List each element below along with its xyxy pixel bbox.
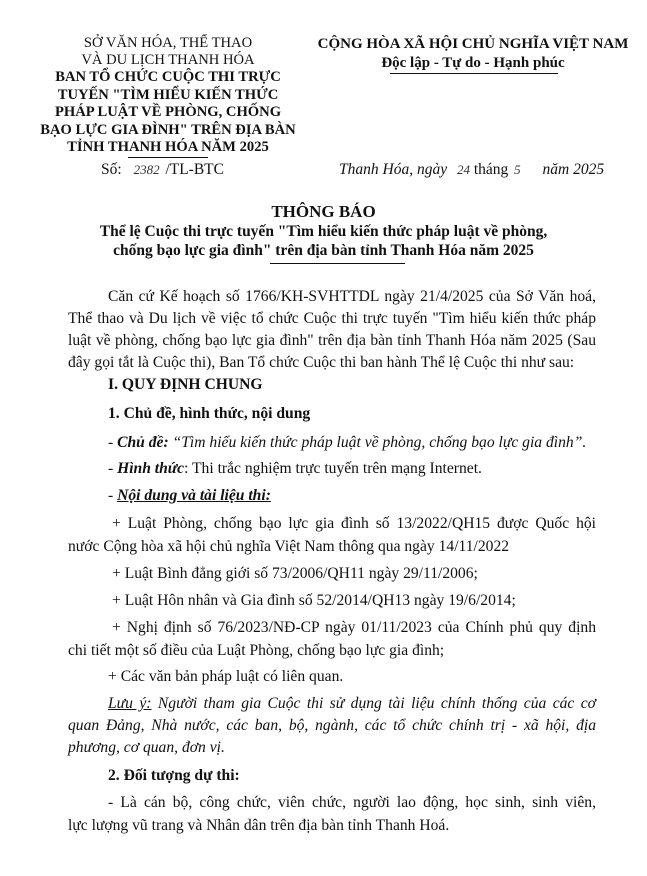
material-item-1-line-1: + Luật Phòng, chống bạo lực gia đình số 13/2022/QH15 được Quốc hội	[112, 515, 596, 532]
theme-value: “Tìm hiểu kiến thức pháp luật về phòng, chống bạo lực gia đình”.	[168, 434, 587, 451]
committee-underline	[128, 157, 208, 158]
intro-line-4: đây gọi tắt là Cuộc thi), Ban Tổ chức Cuộc thi ban hành Thể lệ Cuộc thi như sau:	[68, 354, 575, 371]
subtitle-line-2: chống bạo lực gia đình" trên địa bàn tỉnh Thanh Hóa năm 2025	[113, 242, 534, 259]
committee-line-1: BAN TỔ CHỨC CUỘC THI TRỰC	[55, 69, 281, 85]
note-text-1: Người tham gia Cuộc thi sử dụng tài liệu chính thống của các cơ	[151, 695, 596, 712]
material-item-2: + Luật Bình đẳng giới số 73/2006/QH11 ngày 29/11/2006;	[112, 565, 478, 582]
content-heading	[108, 485, 271, 507]
format-dash: -	[108, 460, 118, 477]
format-label: Hình thức	[117, 460, 185, 477]
number-value: 2382	[133, 162, 160, 177]
intro-line-2: Thể thao và Du lịch về việc tổ chức Cuộc thi trực tuyến "Tìm hiểu kiến thức pháp	[68, 310, 596, 327]
committee-line-3: PHÁP LUẬT VỀ PHÒNG, CHỐNG	[54, 104, 282, 120]
material-item-4	[68, 617, 596, 662]
title-underline	[270, 263, 405, 264]
material-item-4-line-1: + Nghị định số 76/2023/NĐ-CP ngày 01/11/2023 của Chính phủ quy định	[112, 619, 596, 636]
committee-line-4: BẠO LỰC GIA ĐÌNH" TRÊN ĐỊA BÀN	[40, 121, 296, 138]
national-motto: Độc lập - Tự do - Hạnh phúc	[381, 55, 565, 71]
document-number	[101, 161, 224, 179]
format-line	[108, 458, 482, 480]
subsection-2-heading: 2. Đối tượng dự thi:	[108, 767, 240, 784]
intro-line-3: luật về phòng, chống bạo lực gia đình" trên địa bàn tỉnh Thanh Hóa năm 2025 (Sau	[68, 332, 596, 349]
subtitle-line-1: Thể lệ Cuộc thi trực tuyến "Tìm hiểu kiến thức pháp luật về phòng,	[99, 223, 548, 240]
nation-name: CỘNG HÒA XÃ HỘI CHỦ NGHĨA VIỆT NAM	[317, 36, 629, 52]
date-line	[339, 161, 604, 179]
national-title	[307, 35, 639, 73]
issuing-agency	[38, 35, 298, 69]
date-prefix: Thanh Hóa, ngày	[339, 161, 448, 178]
content-label: Nội dung và tài liệu thi:	[117, 487, 271, 504]
committee-line-5: TỈNH THANH HÓA NĂM 2025	[67, 139, 269, 155]
motto-underline	[390, 73, 558, 74]
material-item-1	[68, 513, 596, 558]
note-line-1	[68, 693, 596, 715]
eligibility-line-1: - Là cán bộ, công chức, viên chức, người lao động, học sinh, sinh viên,	[108, 794, 596, 811]
organizing-committee	[38, 69, 298, 157]
format-value: : Thi trắc nghiệm trực tuyến trên mạng Internet.	[184, 460, 482, 477]
intro-paragraph-cont	[68, 308, 596, 374]
material-item-1-line-2: nước Cộng hòa xã hội chủ nghĩa Việt Nam thông qua ngày 14/11/2022	[68, 538, 510, 555]
committee-line-2: TUYẾN "TÌM HIỂU KIẾN THỨC	[57, 86, 279, 103]
number-label: Số:	[101, 161, 122, 178]
material-item-5: + Các văn bản pháp luật có liên quan.	[108, 668, 344, 685]
subsection-1-heading: 1. Chủ đề, hình thức, nội dung	[108, 405, 311, 422]
number-suffix: /TL-BTC	[165, 161, 224, 178]
note-line-3: phương, cơ quan, đơn vị.	[68, 739, 225, 756]
month-label: tháng	[473, 161, 509, 178]
eligibility-line-2: lực lượng vũ trang và Nhân dân trên địa bàn tỉnh Thanh Hoá.	[68, 817, 450, 834]
theme-label: Chủ đề:	[117, 434, 169, 451]
agency-line-2: VÀ DU LỊCH THANH HÓA	[81, 52, 255, 68]
theme-dash: -	[108, 434, 118, 451]
section-heading: I. QUY ĐỊNH CHUNG	[108, 376, 263, 393]
intro-line-1: Căn cứ Kế hoạch số 1766/KH-SVHTTDL ngày 21/4/2025 của Sở Văn hoá,	[108, 288, 596, 305]
date-year: năm 2025	[542, 161, 605, 178]
note-label: Lưu ý:	[108, 695, 152, 712]
date-month: 5	[514, 162, 521, 177]
theme-line	[108, 432, 586, 454]
date-day: 24	[456, 162, 470, 177]
note-line-2: quan Đảng, Nhà nước, các ban, bộ, ngành, các tổ chức chính trị - xã hội, địa	[68, 717, 596, 734]
material-item-4-line-2: chi tiết một số điều của Luật Phòng, chống bạo lực gia đình;	[68, 642, 445, 659]
intro-paragraph	[108, 286, 596, 308]
agency-line-1: SỞ VĂN HÓA, THỂ THAO	[83, 35, 253, 51]
eligibility-block	[68, 792, 596, 837]
document-subtitle	[0, 222, 647, 260]
content-dash: -	[108, 487, 118, 504]
note-block	[68, 693, 596, 759]
document-title: THÔNG BÁO	[271, 202, 376, 221]
material-item-3: + Luật Hôn nhân và Gia đình số 52/2014/QH13 ngày 19/6/2014;	[112, 592, 516, 609]
